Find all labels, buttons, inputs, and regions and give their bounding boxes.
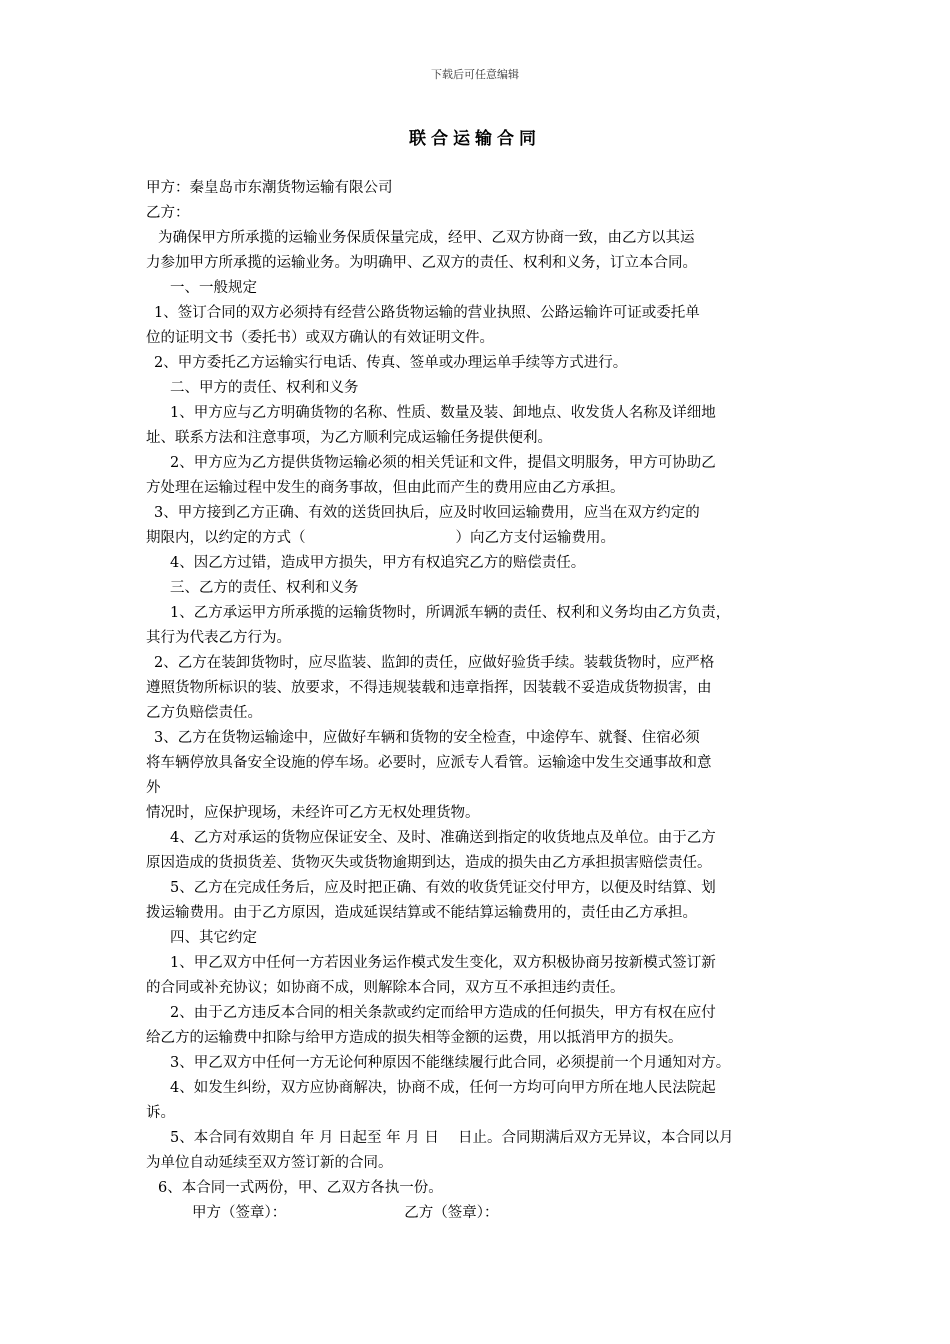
clause-line: 2、乙方在装卸货物时，应尽监装、监卸的责任，应做好验货手续。装载货物时，应严格 (154, 655, 715, 671)
party-a-line: 甲方：秦皇岛市东潮货物运输有限公司 (146, 180, 393, 196)
clause-line: 1、签订合同的双方必须持有经营公路货物运输的营业执照、公路运输许可证或委托单 (154, 305, 700, 321)
section-heading: 三、乙方的责任、权利和义务 (170, 580, 359, 596)
clause-text: 期限内，以约定的方式（ (146, 530, 306, 546)
clause-line: 3、甲乙双方中任何一方无论何种原因不能继续履行此合同，必须提前一个月通知对方。 (170, 1055, 731, 1071)
clause-line (146, 526, 811, 551)
clause-line: 2、甲方委托乙方运输实行电话、传真、签单或办理运单手续等方式进行。 (154, 355, 628, 371)
preamble-line: 力参加甲方所承揽的运输业务。为明确甲、乙双方的责任、权利和义务，订立本合同。 (146, 255, 697, 271)
page-header: 下载后可任意编辑 (431, 68, 519, 81)
clause-line: 2、由于乙方违反本合同的相关条款或约定而给甲方造成的任何损失，甲方有权在应付 (170, 1005, 716, 1021)
clause-line: 拨运输费用。由于乙方原因，造成延误结算或不能结算运输费用的，责任由乙方承担。 (146, 905, 697, 921)
clause-line: 将车辆停放具备安全设施的停车场。必要时，应派专人看管。运输途中发生交通事故和意 (146, 755, 712, 771)
clause-line: 1、甲方应与乙方明确货物的名称、性质、数量及装、卸地点、收发货人名称及详细地 (170, 405, 716, 421)
section-heading: 一、一般规定 (170, 280, 257, 296)
clause-line: 原因造成的货损货差、货物灭失或货物逾期到达，造成的损失由乙方承担损害赔偿责任。 (146, 855, 712, 871)
clause-line: 2、甲方应为乙方提供货物运输必须的相关凭证和文件，提倡文明服务，甲方可协助乙 (170, 455, 716, 471)
clause-line: 3、乙方在货物运输途中，应做好车辆和货物的安全检查，中途停车、就餐、住宿必须 (154, 730, 700, 746)
clause-line: 1、乙方承运甲方所承揽的运输货物时，所调派车辆的责任、权利和义务均由乙方负责， (170, 605, 731, 621)
preamble-line: 为确保甲方所承揽的运输业务保质保量完成，经甲、乙双方协商一致，由乙方以其运 (158, 230, 695, 246)
clause-line: 情况时，应保护现场，未经许可乙方无权处理货物。 (146, 805, 480, 821)
clause-line: 1、甲乙双方中任何一方若因业务运作模式发生变化，双方积极协商另按新模式签订新 (170, 955, 716, 971)
clause-line: 其行为代表乙方行为。 (146, 630, 291, 646)
clause-line: 给乙方的运输费中扣除与给甲方造成的损失相等金额的运费，用以抵消甲方的损失。 (146, 1030, 683, 1046)
contract-body (146, 176, 811, 1226)
party-a-signature: 甲方（签章）： (192, 1205, 287, 1221)
clause-line: 3、甲方接到乙方正确、有效的送货回执后，应及时收回运输费用，应当在双方约定的 (154, 505, 700, 521)
clause-line: 址、联系方法和注意事项，为乙方顺利完成运输任务提供便利。 (146, 430, 552, 446)
clause-line: 遵照货物所标识的装、放要求，不得违规装载和违章指挥，因装载不妥造成货物损害，由 (146, 680, 712, 696)
clause-line: 4、如发生纠纷，双方应协商解决，协商不成，任何一方均可向甲方所在地人民法院起 (170, 1080, 716, 1096)
clause-line: 5、本合同有效期自 年 月 日起至 年 月 日 日止。合同期满后双方无异议，本合同以月 (170, 1130, 734, 1146)
clause-line: 乙方负赔偿责任。 (146, 705, 262, 721)
party-b-line: 乙方： (146, 205, 190, 221)
clause-line: 4、乙方对承运的货物应保证安全、及时、准确送到指定的收货地点及单位。由于乙方 (170, 830, 716, 846)
clause-line: 的合同或补充协议；如协商不成，则解除本合同，双方互不承担违约责任。 (146, 980, 625, 996)
section-heading: 四、其它约定 (170, 930, 257, 946)
clause-line: 为单位自动延续至双方签订新的合同。 (146, 1155, 393, 1171)
clause-line: 方处理在运输过程中发生的商务事故，但由此而产生的费用应由乙方承担。 (146, 480, 625, 496)
party-b-signature: 乙方（签章）： (404, 1205, 499, 1221)
clause-line: 诉。 (146, 1105, 175, 1121)
document-title: 联合运输合同 (409, 129, 541, 149)
clause-line: 位的证明文书（委托书）或双方确认的有效证明文件。 (146, 330, 494, 346)
clause-line: 4、因乙方过错，造成甲方损失，甲方有权追究乙方的赔偿责任。 (170, 555, 586, 571)
clause-line: 5、乙方在完成任务后，应及时把正确、有效的收货凭证交付甲方，以便及时结算、划 (170, 880, 716, 896)
clause-line: 外 (146, 780, 161, 796)
clause-line: 6、本合同一式两份，甲、乙双方各执一份。 (158, 1180, 443, 1196)
clause-text: ）向乙方支付运输费用。 (455, 530, 615, 546)
signature-line (146, 1201, 811, 1226)
section-heading: 二、甲方的责任、权利和义务 (170, 380, 359, 396)
